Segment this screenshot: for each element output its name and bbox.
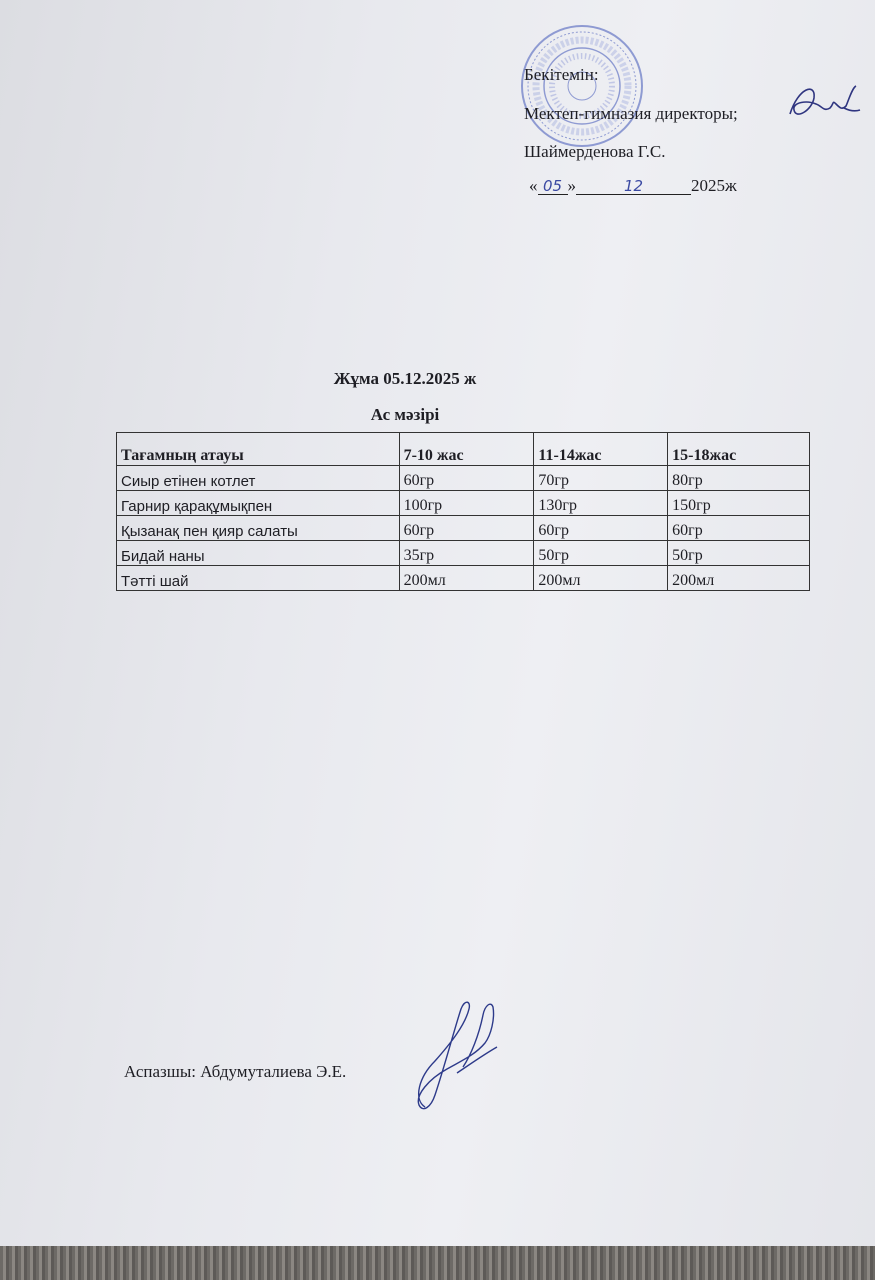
director-name: Шаймерденова Г.С. bbox=[524, 142, 666, 161]
portion-cell: 200мл bbox=[399, 566, 534, 591]
portion-cell: 70гр bbox=[534, 466, 668, 491]
menu-table bbox=[116, 432, 810, 591]
official-stamp bbox=[500, 20, 670, 155]
dish-name: Сиыр етінен котлет bbox=[117, 466, 400, 491]
date-year: 2025ж bbox=[691, 176, 737, 195]
dish-name: Гарнир қарақұмықпен bbox=[117, 491, 400, 516]
portion-cell: 50гр bbox=[668, 541, 810, 566]
table-row bbox=[117, 566, 810, 591]
portion-cell: 60гр bbox=[534, 516, 668, 541]
cook-signature bbox=[405, 995, 510, 1120]
portion-cell: 100гр bbox=[399, 491, 534, 516]
portion-cell: 60гр bbox=[399, 516, 534, 541]
portion-cell: 200мл bbox=[668, 566, 810, 591]
table-header-row bbox=[117, 433, 810, 466]
portion-cell: 130гр bbox=[534, 491, 668, 516]
director-signature bbox=[786, 80, 866, 130]
column-header: Тағамның атауы bbox=[117, 433, 400, 466]
dish-name: Тәтті шай bbox=[117, 566, 400, 591]
date-month: 12 bbox=[576, 179, 691, 195]
dish-name: Қызанақ пен қияр салаты bbox=[117, 516, 400, 541]
menu-date-heading: Жұма 05.12.2025 ж bbox=[333, 369, 477, 388]
menu-title: Ас мәзірі bbox=[370, 405, 440, 424]
table-row bbox=[117, 491, 810, 516]
table-row bbox=[117, 516, 810, 541]
portion-cell: 150гр bbox=[668, 491, 810, 516]
portion-cell: 35гр bbox=[399, 541, 534, 566]
portion-cell: 60гр bbox=[399, 466, 534, 491]
approval-date: « 05 » 12 2025ж bbox=[529, 176, 737, 195]
column-header: 15-18жас bbox=[668, 433, 810, 466]
cook-name: Аспазшы: Абдумуталиева Э.Е. bbox=[124, 1062, 347, 1081]
portion-cell: 200мл bbox=[534, 566, 668, 591]
approval-heading: Бекітемін: bbox=[524, 65, 599, 84]
dish-name: Бидай наны bbox=[117, 541, 400, 566]
portion-cell: 60гр bbox=[668, 516, 810, 541]
table-row bbox=[117, 541, 810, 566]
portion-cell: 80гр bbox=[668, 466, 810, 491]
column-header: 7-10 жас bbox=[399, 433, 534, 466]
director-title: Мектеп-гимназия директоры; bbox=[524, 104, 738, 123]
column-header: 11-14жас bbox=[534, 433, 668, 466]
photo-bottom-edge bbox=[0, 1246, 875, 1280]
table-row bbox=[117, 466, 810, 491]
date-day: 05 bbox=[538, 179, 568, 195]
portion-cell: 50гр bbox=[534, 541, 668, 566]
